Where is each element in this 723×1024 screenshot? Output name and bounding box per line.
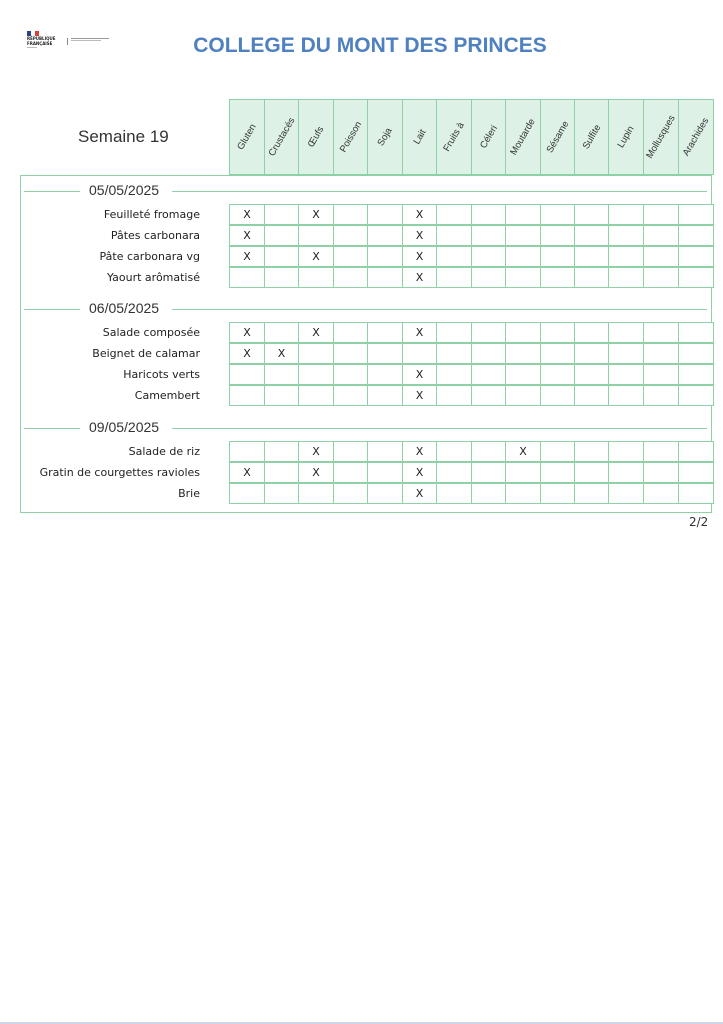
allergen-header (608, 99, 644, 175)
allergen-mark: X (298, 204, 334, 225)
allergen-cell (574, 225, 609, 246)
allergen-mark: X (402, 441, 437, 462)
allergen-cell (367, 246, 403, 267)
allergen-cell (471, 483, 506, 504)
allergen-cell (540, 364, 575, 385)
allergen-cell (298, 483, 334, 504)
allergen-cell (643, 441, 679, 462)
allergen-cell (333, 483, 368, 504)
allergen-cell (608, 385, 644, 406)
allergen-cell (367, 322, 403, 343)
allergen-cell (643, 246, 679, 267)
allergen-mark: X (505, 441, 541, 462)
allergen-cell (367, 462, 403, 483)
date-divider (24, 309, 80, 310)
allergen-cell (471, 204, 506, 225)
allergen-cell (643, 322, 679, 343)
allergen-cell (540, 267, 575, 288)
allergen-cell (574, 385, 609, 406)
allergen-mark: X (229, 343, 265, 364)
allergen-cell (678, 343, 714, 364)
allergen-cell (608, 343, 644, 364)
allergen-cell (643, 483, 679, 504)
allergen-header (298, 99, 334, 175)
allergen-header-label: Mollusques (644, 113, 678, 161)
date-label: 05/05/2025 (85, 182, 163, 198)
allergen-header-label: Moutarde (508, 116, 538, 158)
allergen-cell (678, 322, 714, 343)
date-divider (172, 309, 707, 310)
date-label: 09/05/2025 (85, 419, 163, 435)
allergen-cell (333, 462, 368, 483)
allergen-header (678, 99, 714, 175)
allergen-cell (471, 441, 506, 462)
allergen-cell (264, 441, 299, 462)
allergen-cell (333, 385, 368, 406)
allergen-header-label: Poisson (337, 119, 364, 155)
allergen-header-label: Œufs (305, 124, 327, 150)
allergen-mark: X (402, 385, 437, 406)
allergen-header (574, 99, 609, 175)
allergen-cell (298, 385, 334, 406)
allergen-header (264, 99, 299, 175)
allergen-cell (505, 483, 541, 504)
allergen-cell (471, 267, 506, 288)
allergen-cell (436, 364, 472, 385)
allergen-cell (678, 385, 714, 406)
allergen-cell (298, 267, 334, 288)
allergen-cell (574, 462, 609, 483)
allergen-cell (608, 267, 644, 288)
allergen-cell (333, 322, 368, 343)
allergen-cell (333, 246, 368, 267)
allergen-mark: X (402, 204, 437, 225)
allergen-mark: X (229, 246, 265, 267)
allergen-cell (436, 225, 472, 246)
allergen-cell (540, 246, 575, 267)
allergen-cell (471, 343, 506, 364)
allergen-cell (367, 267, 403, 288)
allergen-cell (436, 343, 472, 364)
allergen-mark: X (402, 246, 437, 267)
allergen-cell (264, 462, 299, 483)
allergen-cell (367, 204, 403, 225)
date-divider (172, 428, 707, 429)
allergen-header (540, 99, 575, 175)
allergen-cell (436, 204, 472, 225)
allergen-cell (540, 225, 575, 246)
allergen-cell (608, 322, 644, 343)
allergen-cell (471, 385, 506, 406)
allergen-cell (436, 441, 472, 462)
week-label: Semaine 19 (78, 127, 169, 146)
allergen-cell (436, 246, 472, 267)
allergen-cell (574, 483, 609, 504)
allergen-cell (540, 483, 575, 504)
allergen-cell (574, 364, 609, 385)
allergen-cell (471, 225, 506, 246)
allergen-cell (608, 441, 644, 462)
allergen-header-label: Gluten (235, 122, 259, 152)
allergen-cell (436, 267, 472, 288)
allergen-cell (678, 246, 714, 267)
allergen-mark: X (402, 267, 437, 288)
allergen-cell (678, 462, 714, 483)
allergen-cell (678, 225, 714, 246)
allergen-cell (643, 343, 679, 364)
allergen-cell (505, 267, 541, 288)
dish-name: Beignet de calamar (92, 347, 200, 360)
allergen-mark: X (264, 343, 299, 364)
allergen-cell (436, 462, 472, 483)
allergen-cell (367, 441, 403, 462)
allergen-cell (540, 441, 575, 462)
dish-name: Brie (178, 487, 200, 500)
allergen-cell (367, 385, 403, 406)
allergen-cell (643, 204, 679, 225)
allergen-cell (608, 204, 644, 225)
allergen-cell (608, 462, 644, 483)
allergen-header-label: Lupin (615, 124, 637, 150)
allergen-cell (540, 462, 575, 483)
allergen-cell (574, 246, 609, 267)
allergen-cell (333, 441, 368, 462)
dish-name: Yaourt arômatisé (106, 271, 200, 284)
page-title: COLLEGE DU MONT DES PRINCES (193, 34, 547, 57)
allergen-cell (678, 267, 714, 288)
allergen-mark: X (229, 462, 265, 483)
allergen-cell (505, 364, 541, 385)
allergen-mark: X (229, 225, 265, 246)
allergen-mark: X (402, 483, 437, 504)
allergen-mark: X (229, 204, 265, 225)
date-divider (24, 191, 80, 192)
allergen-header (367, 99, 403, 175)
allergen-cell (333, 204, 368, 225)
allergen-cell (471, 364, 506, 385)
dish-name: Gratin de courgettes ravioles (39, 466, 200, 479)
allergen-header-label: Sésame (544, 119, 571, 155)
allergen-cell (402, 343, 437, 364)
allergen-cell (298, 364, 334, 385)
allergen-cell (367, 343, 403, 364)
allergen-cell (298, 343, 334, 364)
allergen-cell (505, 462, 541, 483)
allergen-cell (333, 364, 368, 385)
allergen-header-label: Soja (375, 126, 395, 148)
allergen-cell (471, 246, 506, 267)
dish-name: Salade composée (102, 326, 200, 339)
allergen-mark: X (298, 441, 334, 462)
logo-text: RÉPUBLIQUE FRANÇAISE (27, 36, 56, 46)
allergen-mark: X (402, 322, 437, 343)
allergen-header (471, 99, 506, 175)
allergen-cell (264, 364, 299, 385)
allergen-header-label: Fruits à (441, 120, 467, 154)
allergen-cell (367, 483, 403, 504)
dish-name: Camembert (134, 389, 200, 402)
allergen-cell (678, 483, 714, 504)
dish-name: Pâte carbonara vg (99, 250, 200, 263)
allergen-cell (505, 385, 541, 406)
allergen-header-label: Crustacés (266, 115, 297, 159)
allergen-cell (298, 225, 334, 246)
allergen-cell (505, 204, 541, 225)
allergen-header (402, 99, 437, 175)
dish-name: Pâtes carbonara (110, 229, 200, 242)
date-divider (172, 191, 707, 192)
allergen-header-label: Céleri (477, 123, 500, 151)
allergen-header (643, 99, 679, 175)
allergen-cell (574, 343, 609, 364)
allergen-cell (608, 246, 644, 267)
allergen-header-label: Lait (410, 127, 429, 147)
allergen-cell (264, 225, 299, 246)
allergen-cell (540, 385, 575, 406)
allergen-cell (505, 322, 541, 343)
allergen-cell (505, 343, 541, 364)
allergen-cell (333, 225, 368, 246)
allergen-cell (540, 343, 575, 364)
allergen-cell (678, 364, 714, 385)
allergen-header-label: Sulfite (580, 122, 603, 152)
allergen-cell (643, 385, 679, 406)
date-divider (24, 428, 80, 429)
allergen-mark: X (298, 322, 334, 343)
allergen-cell (264, 322, 299, 343)
allergen-header (505, 99, 541, 175)
allergen-header (229, 99, 265, 175)
page-number: 2/2 (689, 515, 709, 529)
allergen-cell (264, 246, 299, 267)
allergen-header-label: Arachides (680, 115, 712, 159)
allergen-cell (608, 225, 644, 246)
allergen-cell (471, 462, 506, 483)
allergen-cell (264, 204, 299, 225)
allergen-cell (229, 267, 265, 288)
dish-name: Haricots verts (123, 368, 200, 381)
allergen-mark: X (402, 364, 437, 385)
allergen-cell (574, 322, 609, 343)
allergen-mark: X (229, 322, 265, 343)
allergen-cell (471, 322, 506, 343)
allergen-cell (678, 204, 714, 225)
allergen-cell (574, 267, 609, 288)
allergen-cell (643, 225, 679, 246)
allergen-header (436, 99, 472, 175)
allergen-cell (608, 483, 644, 504)
allergen-header (333, 99, 368, 175)
allergen-cell (229, 385, 265, 406)
allergen-cell (333, 267, 368, 288)
allergen-cell (229, 483, 265, 504)
allergen-mark: X (402, 225, 437, 246)
allergen-cell (333, 343, 368, 364)
allergen-cell (643, 364, 679, 385)
allergen-cell (264, 385, 299, 406)
allergen-cell (540, 204, 575, 225)
allergen-cell (436, 483, 472, 504)
allergen-cell (229, 441, 265, 462)
allergen-cell (678, 441, 714, 462)
allergen-cell (367, 364, 403, 385)
allergen-cell (505, 225, 541, 246)
allergen-cell (608, 364, 644, 385)
allergen-cell (436, 385, 472, 406)
allergen-cell (574, 441, 609, 462)
dish-name: Salade de riz (128, 445, 200, 458)
allergen-mark: X (298, 246, 334, 267)
allergen-mark: X (298, 462, 334, 483)
allergen-cell (643, 267, 679, 288)
allergen-cell (505, 246, 541, 267)
allergen-mark: X (402, 462, 437, 483)
allergen-cell (264, 267, 299, 288)
allergen-cell (540, 322, 575, 343)
allergen-cell (436, 322, 472, 343)
date-label: 06/05/2025 (85, 300, 163, 316)
allergen-cell (229, 364, 265, 385)
allergen-cell (367, 225, 403, 246)
allergen-cell (264, 483, 299, 504)
allergen-cell (574, 204, 609, 225)
dish-name: Feuilleté fromage (103, 208, 200, 221)
allergen-cell (643, 462, 679, 483)
